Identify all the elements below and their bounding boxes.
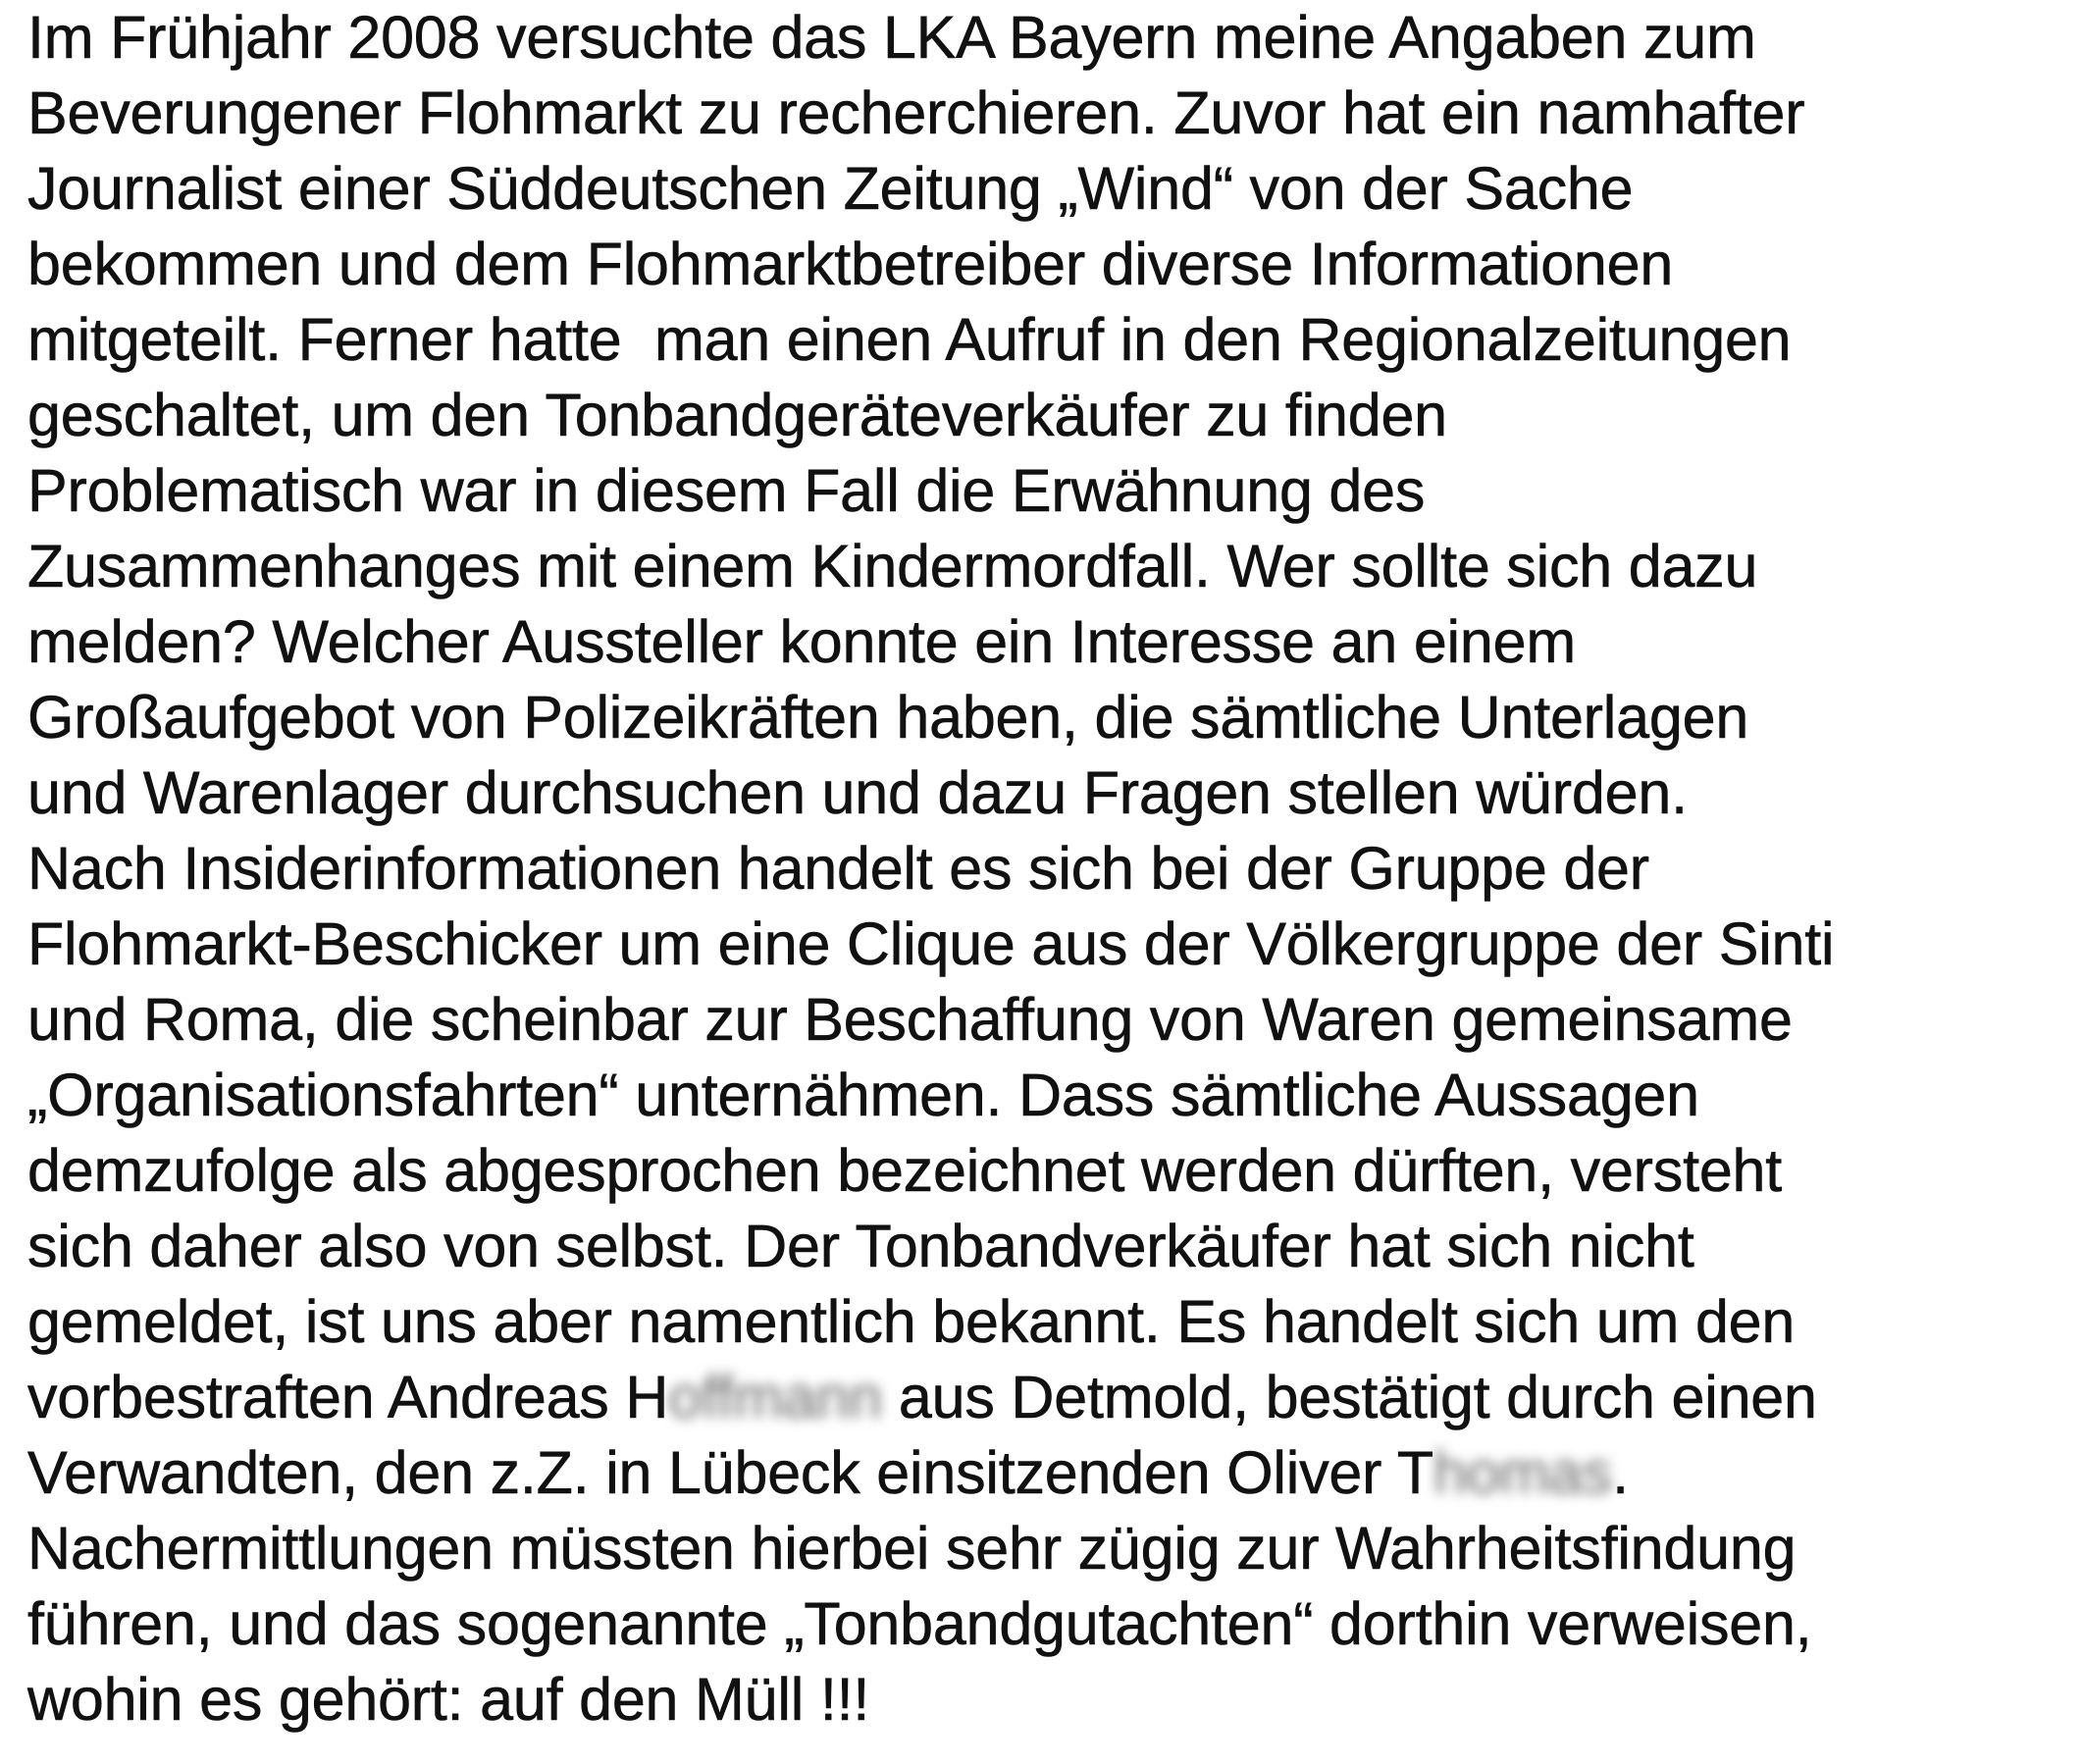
text-line-22: führen, und das sogenannte „Tonbandgutachten“ dorthin verweisen, xyxy=(27,1590,1812,1657)
text-line-18: gemeldet, ist uns aber namentlich bekannt. Es handelt sich um den xyxy=(27,1288,1796,1355)
text-line-4: bekommen und dem Flohmarktbetreiber diverse Informationen xyxy=(27,231,1674,297)
text-line-20 xyxy=(27,1435,2078,1511)
text-line-9: melden? Welcher Aussteller konnte ein Interesse an einem xyxy=(27,608,1576,675)
text-line-6: geschaltet, um den Tonbandgeräteverkäufer zu finden xyxy=(27,382,1447,448)
text-line-3: Journalist einer Süddeutschen Zeitung „Wind“ von der Sache xyxy=(27,155,1634,222)
text-line-1: Im Frühjahr 2008 versuchte das LKA Bayern meine Angaben zum xyxy=(27,4,1756,71)
line-20-after: . xyxy=(1612,1439,1629,1506)
document-body xyxy=(27,0,2078,1738)
text-line-13: Flohmarkt-Beschicker um eine Clique aus der Völkergruppe der Sinti xyxy=(27,910,1835,977)
line-19-after: aus Detmold, bestätigt durch einen xyxy=(882,1364,1817,1430)
text-line-8: Zusammenhanges mit einem Kindermordfall. Wer sollte sich dazu xyxy=(27,533,1758,599)
text-line-16: demzufolge als abgesprochen bezeichnet werden dürften, versteht xyxy=(27,1137,1783,1204)
text-line-7: Problematisch war in diesem Fall die Erwähnung des xyxy=(27,457,1426,524)
text-line-12: Nach Insiderinformationen handelt es sich bei der Gruppe der xyxy=(27,835,1649,902)
text-line-5: mitgeteilt. Ferner hatte man einen Aufruf in den Regionalzeitungen xyxy=(27,306,1792,373)
line-20-before: Verwandten, den z.Z. in Lübeck einsitzenden Oliver T xyxy=(27,1439,1433,1506)
text-line-23: wohin es gehört: auf den Müll !!! xyxy=(27,1666,870,1733)
text-line-17: sich daher also von selbst. Der Tonbandverkäufer hat sich nicht xyxy=(27,1213,1694,1279)
text-line-14: und Roma, die scheinbar zur Beschaffung von Waren gemeinsame xyxy=(27,986,1793,1053)
redacted-surname-2: homas xyxy=(1433,1439,1613,1506)
line-19-before: vorbestraften Andreas H xyxy=(27,1364,669,1430)
text-line-19 xyxy=(27,1360,2078,1435)
text-line-11: und Warenlager durchsuchen und dazu Fragen stellen würden. xyxy=(27,759,1688,826)
redacted-surname-1: offmann xyxy=(668,1364,883,1430)
text-line-10: Großaufgebot von Polizeikräften haben, die sämtliche Unterlagen xyxy=(27,684,1749,751)
text-line-21: Nachermittlungen müssten hierbei sehr zügig zur Wahrheitsfindung xyxy=(27,1515,1797,1582)
text-line-2: Beverungener Flohmarkt zu recherchieren. Zuvor hat ein namhafter xyxy=(27,79,1805,146)
text-line-15: „Organisationsfahrten“ unternähmen. Dass sämtliche Aussagen xyxy=(27,1062,1699,1128)
